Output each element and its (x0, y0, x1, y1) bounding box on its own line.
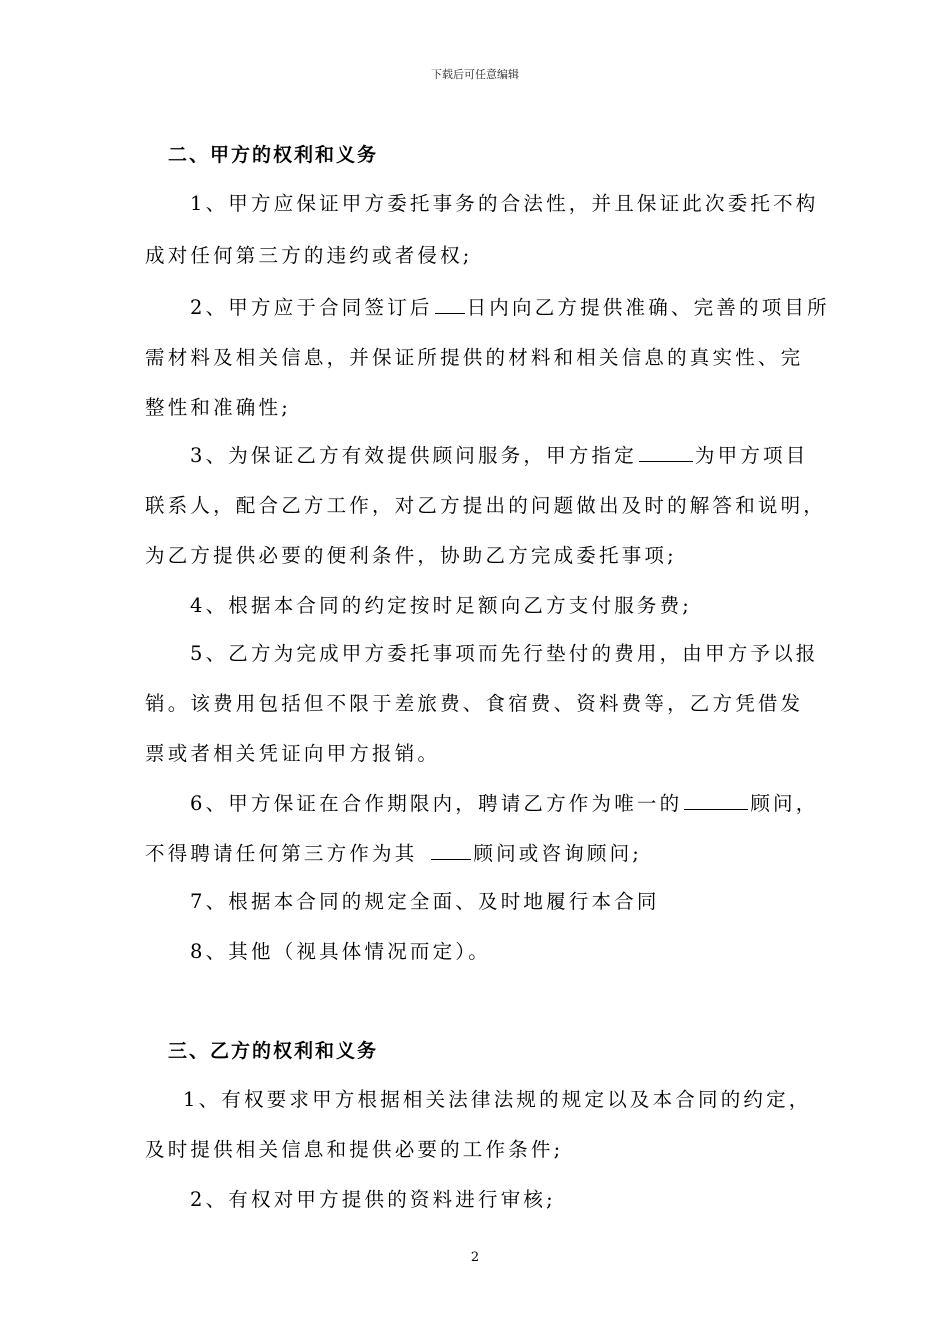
paragraph-line: 5、乙方为完成甲方委托事项而先行垫付的费用，由甲方予以报 (190, 642, 819, 665)
paragraph-line: 整性和准确性; (145, 396, 291, 419)
section-heading-3: 三、乙方的权利和义务 (168, 1040, 379, 1062)
paragraph-line: 及时提供相关信息和提供必要的工作条件; (145, 1138, 564, 1161)
text-segment: 为甲方项目 (694, 444, 809, 467)
paragraph-line: 票或者相关凭证向甲方报销。 (145, 742, 441, 765)
paragraph-line: 成对任何第三方的违约或者侵权; (145, 244, 473, 267)
paragraph-line: 需材料及相关信息，并保证所提供的材料和相关信息的真实性、完 (145, 346, 804, 369)
text-segment: 2、甲方应于合同签订后 (190, 296, 433, 319)
paragraph-line: 销。该费用包括但不限于差旅费、食宿费、资料费等，乙方凭借发 (145, 692, 804, 715)
paragraph-line: 1、有权要求甲方根据相关法律法规的规定以及本合同的约定， (183, 1088, 812, 1111)
paragraph-line: 为乙方提供必要的便利条件，协助乙方完成委托事项; (145, 544, 677, 567)
text-segment: 顾问， (750, 792, 819, 815)
text-segment: 6、甲方保证在合作期限内，聘请乙方作为唯一的 (190, 792, 683, 815)
blank-line (639, 443, 693, 462)
text-segment: 顾问或咨询顾问; (473, 842, 643, 865)
page-number: 2 (470, 1250, 480, 1265)
paragraph-line: 7、根据本合同的规定全面、及时地履行本合同 (190, 890, 660, 913)
paragraph-line: 8、其他（视具体情况而定）。 (190, 940, 491, 963)
text-segment: 3、为保证乙方有效提供顾问服务，甲方指定 (190, 444, 637, 467)
paragraph-line: 1、甲方应保证甲方委托事务的合法性，并且保证此次委托不构 (190, 192, 819, 215)
paragraph-line (145, 838, 642, 866)
section-heading-2: 二、甲方的权利和义务 (168, 144, 379, 166)
text-segment: 日内向乙方提供准确、完善的项目所 (466, 296, 830, 319)
paragraph-line: 4、根据本合同的约定按时足额向乙方支付服务费; (190, 594, 693, 617)
paragraph-line: 联系人，配合乙方工作，对乙方提出的问题做出及时的解答和说明， (145, 494, 827, 517)
paragraph-line (190, 292, 830, 320)
header-note: 下载后可任意编辑 (431, 68, 519, 81)
blank-line (431, 841, 471, 860)
text-segment: 不得聘请任何第三方作为其 (145, 842, 418, 865)
blank-line (684, 791, 748, 810)
blank-line (435, 295, 465, 314)
paragraph-line (190, 440, 808, 468)
paragraph-line (190, 788, 818, 816)
paragraph-line: 2、有权对甲方提供的资料进行审核; (190, 1188, 556, 1211)
